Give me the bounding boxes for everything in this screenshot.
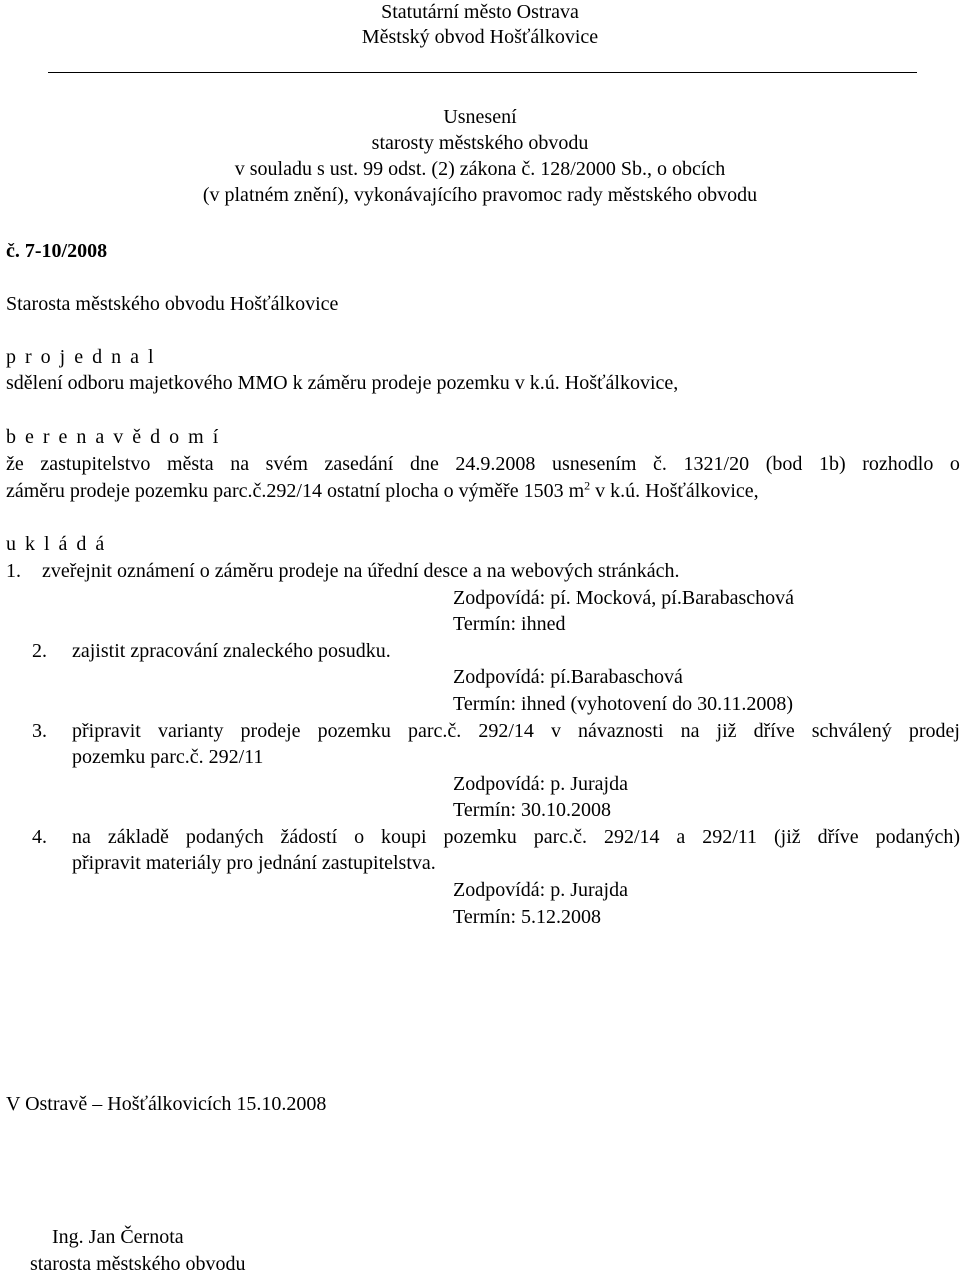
item-deadline: Termín: 30.10.2008 — [453, 799, 612, 821]
signer-name: Ing. Jan Černota — [52, 1226, 184, 1248]
word: 292/14 — [603, 826, 660, 848]
word: parc.č. — [407, 720, 462, 742]
projednal-heading: p r o j e d n a l — [6, 346, 156, 368]
word: (již — [773, 826, 801, 848]
item-text: zajistit zpracování znaleckého posudku. — [72, 640, 391, 662]
word: prodej — [908, 720, 960, 742]
item-text-line1 — [72, 719, 960, 743]
word: (bod — [765, 453, 803, 475]
superscript-unit: 2 — [584, 478, 591, 493]
word: v — [550, 720, 561, 742]
header-city: Statutární město Ostrava — [381, 1, 579, 23]
bere-text-line1 — [6, 452, 960, 476]
uklada-heading: u k l á d á — [6, 533, 107, 555]
item-responsible: Zodpovídá: pí. Mocková, pí.Barabaschová — [453, 587, 795, 609]
header-district: Městský obvod Hošťálkovice — [361, 26, 599, 48]
resolution-subtitle: starosty městského obvodu — [371, 132, 589, 154]
item-number: 1. — [6, 560, 21, 582]
bere-na-vedomi-heading: b e r e n a v ě d o m í — [6, 426, 221, 448]
item-deadline: Termín: ihned (vyhotovení do 30.11.2008) — [453, 693, 794, 715]
item-deadline: Termín: ihned — [453, 613, 566, 635]
item-number: 4. — [32, 826, 47, 848]
word: 1b) — [818, 453, 846, 475]
word: návaznosti — [578, 720, 664, 742]
word: pozemku — [443, 826, 517, 848]
signer-title: starosta městského obvodu — [30, 1253, 246, 1275]
word: č. — [653, 453, 667, 475]
word: na — [72, 826, 91, 848]
bere-text-line2 — [6, 479, 759, 503]
word: 292/11 — [702, 826, 758, 848]
authority: Starosta městského obvodu Hošťálkovice — [6, 293, 339, 315]
word: o — [949, 453, 960, 475]
projednal-text: sdělení odboru majetkového MMO k záměru prodeje pozemku v k.ú. Hošťálkovice, — [6, 372, 679, 394]
word: žádostí — [280, 826, 338, 848]
word: svém — [265, 453, 308, 475]
item-responsible: Zodpovídá: p. Jurajda — [453, 773, 628, 795]
legal-basis-continued: (v platném znění), vykonávajícího pravomoc rady městského obvodu — [202, 184, 758, 206]
word: zastupitelstvo — [40, 453, 151, 475]
word: dne — [409, 453, 439, 475]
word: že — [6, 453, 24, 475]
word: zasedání — [324, 453, 394, 475]
bere-text-tail: v k.ú. Hošťálkovice, — [590, 480, 759, 502]
item-number: 2. — [32, 640, 47, 662]
word: parc.č. — [533, 826, 588, 848]
word: připravit — [72, 720, 141, 742]
resolution-title: Usnesení — [443, 106, 517, 128]
word: a — [676, 826, 686, 848]
item-responsible: Zodpovídá: p. Jurajda — [453, 879, 628, 901]
word: základě — [107, 826, 169, 848]
word: varianty — [157, 720, 224, 742]
item-text-line2: připravit materiály pro jednání zastupitelstva. — [72, 852, 436, 874]
item-text-line2: pozemku parc.č. 292/11 — [72, 746, 264, 768]
word: na — [230, 453, 250, 475]
word: dříve — [817, 826, 859, 848]
word: dříve — [753, 720, 795, 742]
header-divider — [48, 72, 917, 73]
word: 292/14 — [478, 720, 534, 742]
word: již — [716, 720, 737, 742]
word: na — [680, 720, 700, 742]
item-deadline: Termín: 5.12.2008 — [453, 906, 602, 928]
word: o — [354, 826, 365, 848]
word: prodeje — [240, 720, 301, 742]
resolution-number: č. 7-10/2008 — [6, 240, 108, 262]
word: schválený — [811, 720, 892, 742]
item-responsible: Zodpovídá: pí.Barabaschová — [453, 666, 683, 688]
bere-text-main: záměru prodeje pozemku parc.č.292/14 ostatní plocha o výměře 1503 m — [6, 480, 585, 502]
place-and-date: V Ostravě – Hošťálkovicích 15.10.2008 — [6, 1093, 327, 1115]
word: usnesením — [552, 453, 637, 475]
item-text-line1 — [72, 825, 960, 849]
word: města — [166, 453, 214, 475]
word: 24.9.2008 — [455, 453, 536, 475]
word: koupi — [381, 826, 427, 848]
word: podaných — [185, 826, 264, 848]
word: podaných) — [875, 826, 960, 848]
item-text: zveřejnit oznámení o záměru prodeje na úřední desce a na webových stránkách. — [42, 560, 680, 582]
legal-basis: v souladu s ust. 99 odst. (2) zákona č. 128/2000 Sb., o obcích — [234, 158, 726, 180]
word: rozhodlo — [862, 453, 934, 475]
item-number: 3. — [32, 720, 47, 742]
word: pozemku — [317, 720, 391, 742]
word: 1321/20 — [683, 453, 750, 475]
